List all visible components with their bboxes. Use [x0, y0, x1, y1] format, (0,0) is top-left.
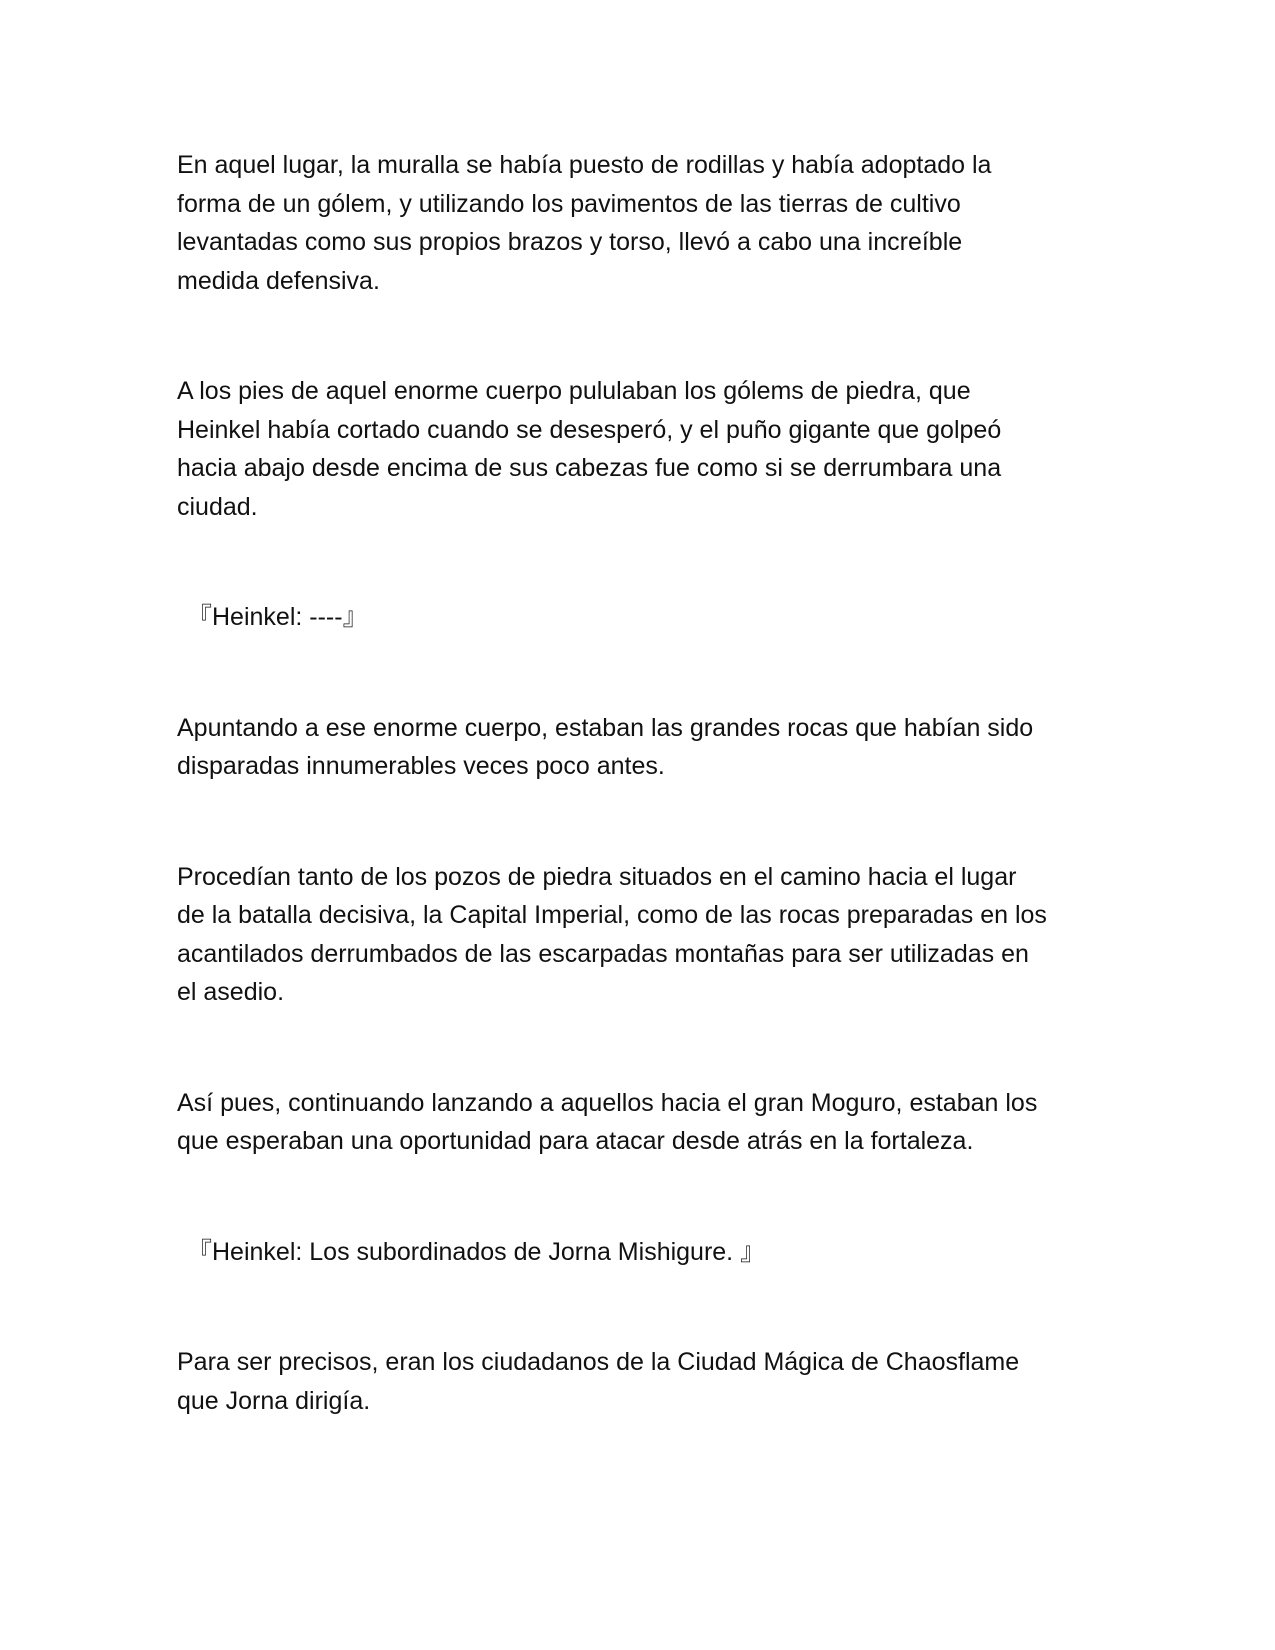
paragraph-spacer [177, 1271, 1107, 1343]
text-line: el asedio. [177, 978, 285, 1006]
text-line: Para ser precisos, eran los ciudadanos de la Ciudad Mágica de Chaosflame [177, 1348, 1020, 1376]
paragraph-3 [177, 709, 1107, 786]
paragraph-spacer [177, 786, 1107, 858]
paragraph-spacer [177, 637, 1107, 709]
text-line: que Jorna dirigía. [177, 1386, 371, 1415]
text-line: Así pues, continuando lanzando a aquellos hacia el gran Moguro, estaban los [177, 1088, 1038, 1117]
text-line: medida defensiva. [177, 266, 380, 295]
text-line: ciudad. [177, 492, 258, 521]
text-line: En aquel lugar, la muralla se había puesto de rodillas y había adoptado la [177, 151, 992, 179]
text-line: Apuntando a ese enorme cuerpo, estaban las grandes rocas que habían sido [177, 713, 1034, 742]
text-line: Procedían tanto de los pozos de piedra situados en el camino hacia el lugar [177, 862, 1017, 891]
paragraph-spacer [177, 1012, 1107, 1084]
paragraph-spacer [177, 526, 1107, 598]
dialog-text: 『Heinkel: ----』 [187, 603, 368, 631]
paragraph-1 [177, 146, 1107, 300]
text-line: Heinkel había cortado cuando se desesperó, y el puño gigante que golpeó [177, 415, 1002, 444]
text-line: A los pies de aquel enorme cuerpo pululaban los gólems de piedra, que [177, 377, 971, 405]
paragraph-spacer [177, 1161, 1107, 1233]
text-line: de la batalla decisiva, la Capital Imperial, como de las rocas preparadas en los [177, 901, 1047, 929]
text-line: hacia abajo desde encima de sus cabezas fue como si se derrumbara una [177, 454, 1002, 482]
paragraph-6 [177, 1343, 1107, 1420]
text-line: que esperaban una oportunidad para atacar desde atrás en la fortaleza. [177, 1127, 974, 1155]
text-line: disparadas innumerables veces poco antes. [177, 752, 665, 780]
dialog-line-heinkel-2 [177, 1233, 1107, 1272]
dialog-line-heinkel-1 [177, 598, 1107, 637]
document-page [177, 146, 1107, 1420]
paragraph-5 [177, 1084, 1107, 1161]
paragraph-4 [177, 858, 1107, 1012]
paragraph-2 [177, 372, 1107, 526]
dialog-text: 『Heinkel: Los subordinados de Jorna Mishigure. 』 [187, 1237, 766, 1266]
text-line: acantilados derrumbados de las escarpadas montañas para ser utilizadas en [177, 939, 1029, 968]
text-line: levantadas como sus propios brazos y torso, llevó a cabo una increíble [177, 228, 963, 256]
paragraph-spacer [177, 300, 1107, 372]
text-line: forma de un gólem, y utilizando los pavimentos de las tierras de cultivo [177, 189, 961, 218]
